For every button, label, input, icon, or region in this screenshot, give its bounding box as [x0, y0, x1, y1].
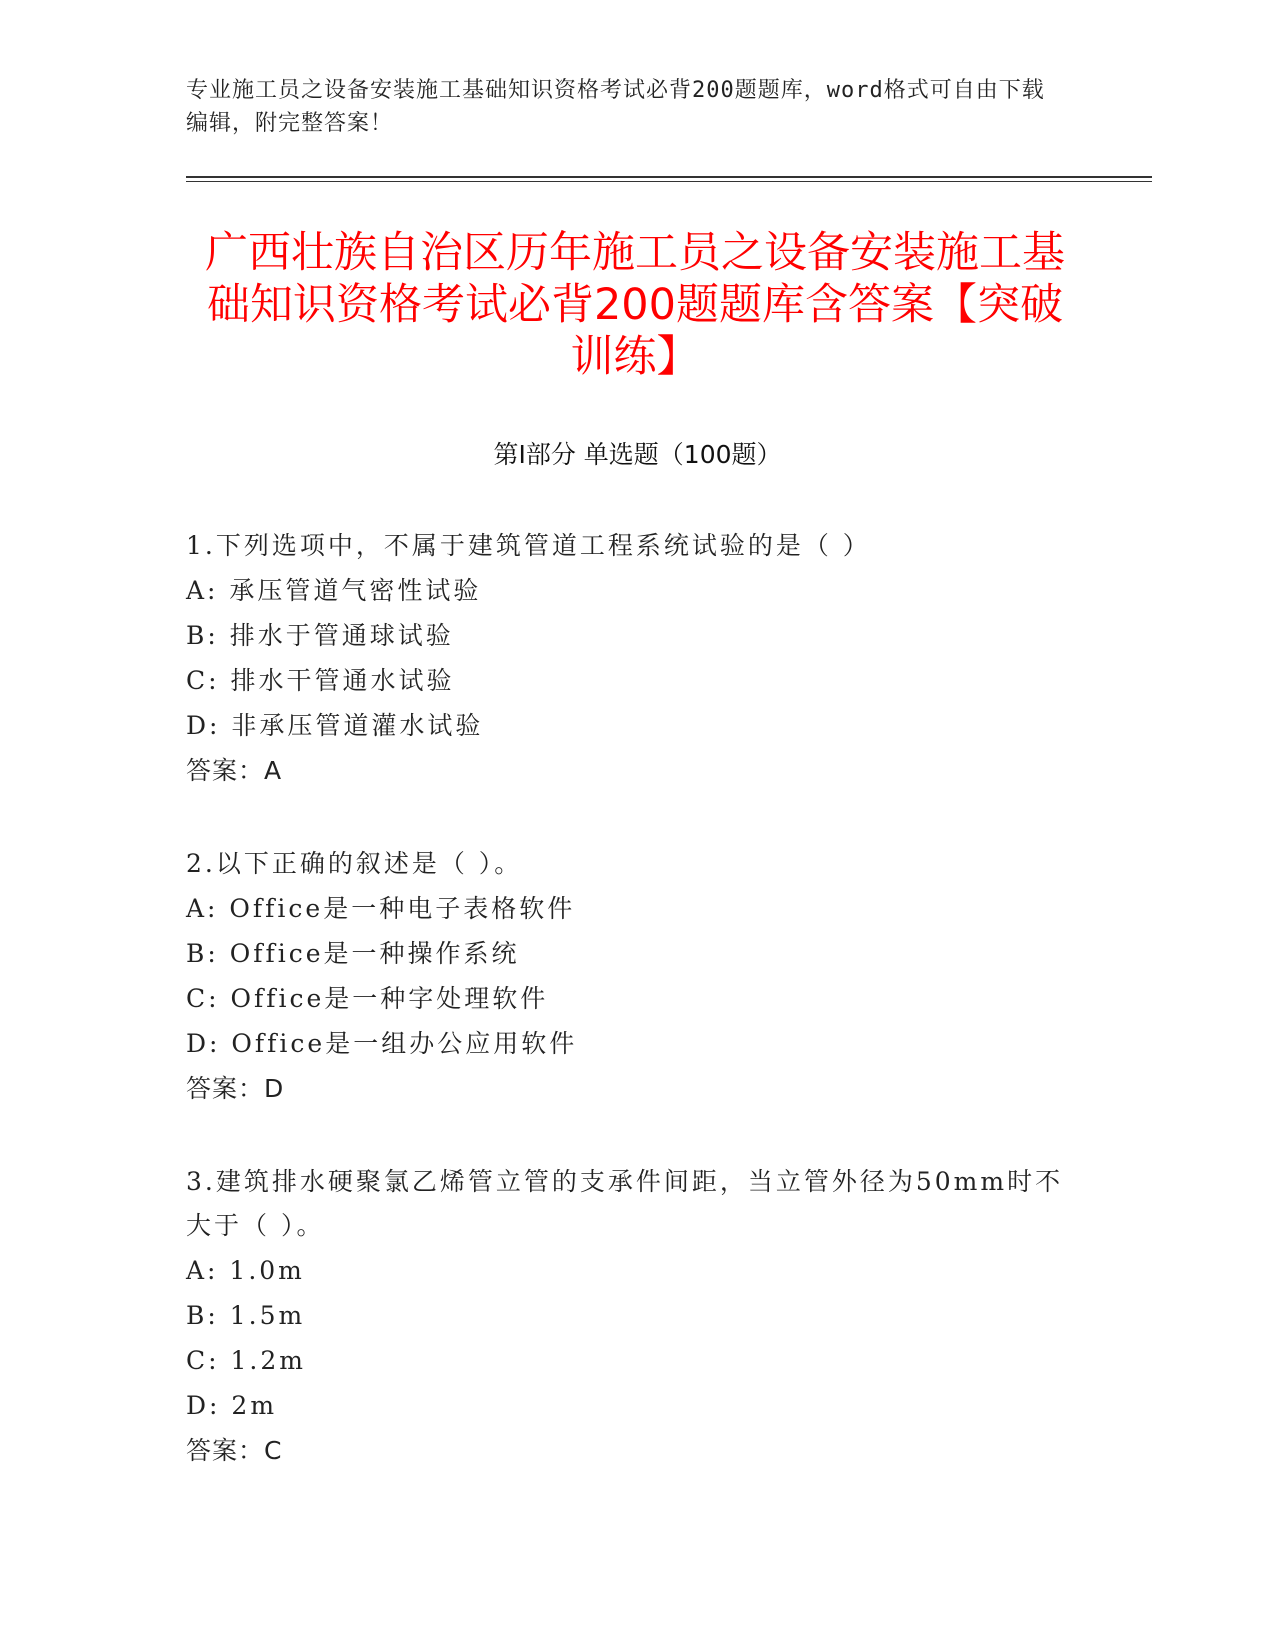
option-c: C: 排水干管通水试验 — [186, 666, 455, 695]
option-d: D: Office是一组办公应用软件 — [186, 1029, 578, 1058]
header-divider-thick — [186, 176, 1152, 178]
option-a: A: 承压管道气密性试验 — [186, 576, 482, 605]
header-note: 专业施工员之设备安装施工基础知识资格考试必背200题题库，word格式可自由下载编辑，附完整答案！ — [186, 78, 1045, 136]
answer-line: 答案：A — [186, 756, 283, 785]
option-d: D: 非承压管道灌水试验 — [186, 711, 484, 740]
question-stem: 1.下列选项中，不属于建筑管道工程系统试验的是（ ） — [186, 531, 871, 560]
option-c: C: 1.2m — [186, 1346, 306, 1375]
option-d: D: 2m — [186, 1391, 278, 1420]
option-a: A: Office是一种电子表格软件 — [186, 894, 576, 923]
document-title: 广西壮族自治区历年施工员之设备安装施工基础知识资格考试必背200题题库含答案【突破训练】 — [205, 228, 1065, 382]
question-stem: 2.以下正确的叙述是（ ）。 — [186, 849, 523, 878]
option-a: A: 1.0m — [186, 1256, 305, 1285]
option-b: B: 1.5m — [186, 1301, 306, 1330]
option-b: B: 排水于管通球试验 — [186, 621, 454, 650]
option-b: B: Office是一种操作系统 — [186, 939, 520, 968]
question-1 — [186, 524, 1086, 793]
question-3 — [186, 1160, 1086, 1473]
question-stem: 3.建筑排水硬聚氯乙烯管立管的支承件间距，当立管外径为50mm时不大于（ ）。 — [186, 1167, 1064, 1240]
answer-line: 答案：D — [186, 1074, 285, 1103]
option-c: C: Office是一种字处理软件 — [186, 984, 549, 1013]
question-2 — [186, 842, 1086, 1111]
section-title: 第I部分 单选题（100题） — [493, 440, 782, 469]
header-divider-thin — [186, 181, 1152, 182]
answer-line: 答案：C — [186, 1436, 283, 1465]
